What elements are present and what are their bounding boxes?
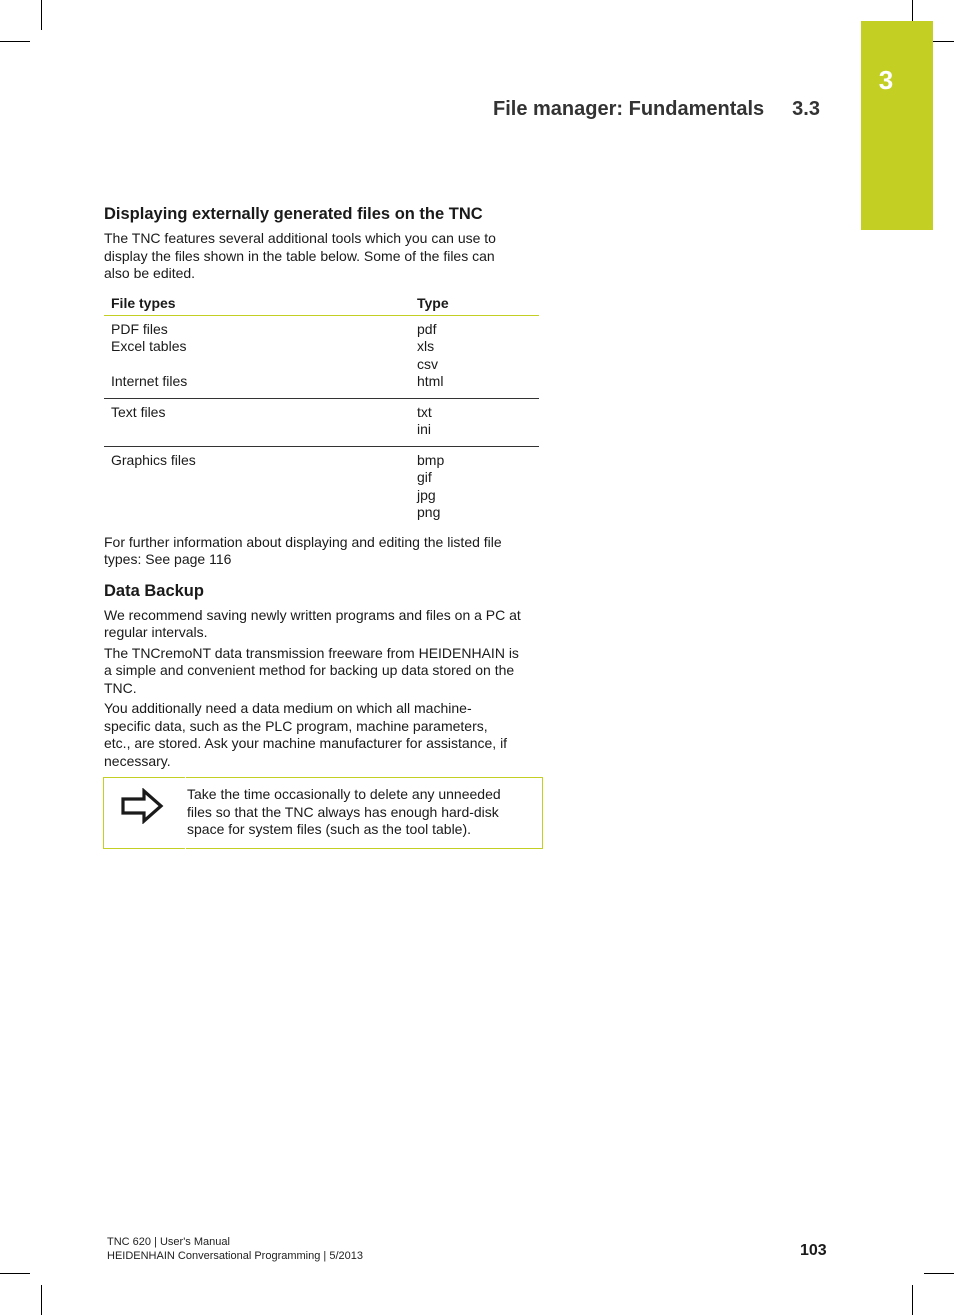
file-type-name: Internet files (111, 373, 188, 389)
column-header-file-types: File types (104, 290, 410, 316)
page-number: 103 (800, 1242, 827, 1259)
text-line: files so that the TNC always has enough hard-disk (187, 803, 499, 820)
file-extension: html (417, 373, 444, 389)
file-type-names (104, 446, 410, 529)
file-extensions (410, 315, 539, 398)
text-line: The TNC features several additional tools which you can use to (104, 230, 496, 246)
table-row (104, 446, 539, 529)
file-type-names (104, 398, 410, 446)
table-header-row (104, 290, 539, 316)
text-line: also be edited. (104, 265, 196, 281)
file-type-name: Graphics files (111, 451, 196, 468)
text-line: display the files shown in the table below. Some of the files can (104, 247, 495, 264)
column-header-type: Type (410, 290, 539, 316)
file-type-names (104, 315, 410, 398)
text-line: The TNCremoNT data transmission freeware from HEIDENHAIN is (104, 644, 519, 661)
file-extension: ini (417, 421, 432, 437)
text-line: You additionally need a data medium on which all machine- (104, 700, 472, 716)
file-extension: jpg (417, 486, 436, 503)
text-line: For further information about displaying and editing the listed file (104, 533, 502, 550)
section-heading-data-backup: Data Backup (104, 581, 204, 600)
file-extension: xls (417, 338, 435, 354)
running-head (493, 98, 820, 121)
arrow-right-icon (120, 788, 164, 824)
backup-paragraph (104, 606, 544, 641)
text-line: etc., are stored. Ask your machine manufacturer for assistance, if (104, 735, 508, 751)
text-line: types: See page 116 (104, 551, 232, 567)
text-line: a simple and convenient method for backing up data stored on the (104, 662, 515, 678)
text-line: space for system files (such as the tool table). (187, 821, 472, 837)
running-head-title: File manager: Fundamentals (493, 98, 765, 120)
file-extension: png (417, 504, 441, 520)
crop-mark (0, 41, 30, 42)
note-box (103, 777, 543, 849)
text-line: We recommend saving newly written programs and files on a PC at (104, 606, 521, 623)
table-row (104, 398, 539, 446)
file-extension: bmp (417, 451, 445, 468)
backup-paragraph (104, 699, 544, 769)
section-heading-external-files: Displaying externally generated files on the TNC (104, 205, 483, 223)
backup-paragraph (104, 644, 544, 697)
file-type-name: PDF files (111, 320, 168, 337)
file-type-name: Text files (111, 403, 166, 420)
chapter-number: 3 (878, 65, 894, 95)
text-line: regular intervals. (104, 624, 208, 640)
table-row (104, 315, 539, 398)
file-types-table (104, 290, 539, 529)
crop-mark (912, 1285, 913, 1315)
crop-mark (924, 1273, 954, 1274)
intro-paragraph (104, 229, 544, 282)
footer (107, 1235, 363, 1263)
file-type-name (111, 356, 403, 374)
text-line: Take the time occasionally to delete any unneeded (187, 786, 501, 802)
file-type-name: Excel tables (111, 338, 187, 354)
text-line: TNC. (104, 679, 137, 696)
note-text (187, 786, 532, 839)
text-line: specific data, such as the PLC program, machine parameters, (104, 717, 488, 734)
file-extension: pdf (417, 320, 437, 337)
file-extensions (410, 446, 539, 529)
chapter-tab (861, 21, 933, 230)
file-extension: txt (417, 403, 432, 420)
crop-mark (0, 1273, 30, 1274)
crop-mark (41, 1285, 42, 1315)
running-head-section: 3.3 (792, 98, 820, 120)
note-divider (185, 777, 186, 849)
crop-mark (41, 0, 42, 30)
further-info-paragraph (104, 533, 544, 568)
text-line: necessary. (104, 752, 171, 769)
file-extension: gif (417, 469, 432, 485)
file-extensions (410, 398, 539, 446)
footer-manual-subtitle: HEIDENHAIN Conversational Programming | 5/2013 (107, 1250, 363, 1262)
footer-manual-title: TNC 620 | User's Manual (107, 1236, 230, 1248)
main-content (104, 205, 544, 772)
file-extension: csv (417, 355, 438, 372)
